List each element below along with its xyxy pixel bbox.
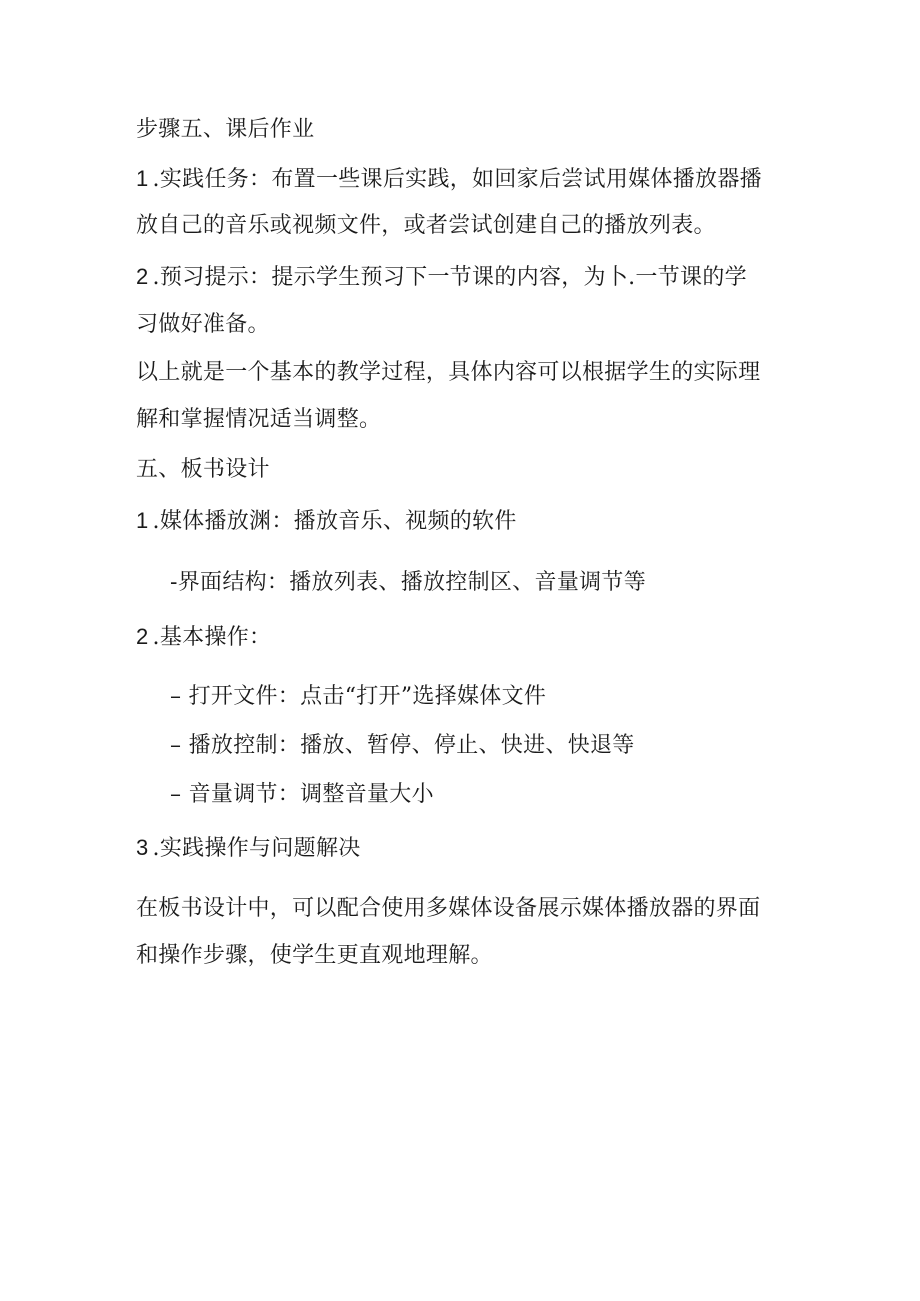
line-text: – 播放控制：播放、暂停、停止、快进、快退等 [170, 733, 635, 758]
line-text: .实践任务：布置一些课后实践，如回家后尝试用媒体播放器播 [152, 167, 762, 192]
list-item-1-line-2 [136, 211, 716, 241]
board-subitem-volume [170, 780, 434, 810]
line-text: 习做好准备。 [136, 312, 270, 337]
heading-step-five [136, 115, 314, 145]
list-item-2-line-2 [136, 310, 270, 340]
board-subitem-open-file [170, 682, 546, 712]
line-text: 放自己的音乐或视频文件，或者尝试创建自己的播放列表。 [136, 213, 716, 238]
line-text: 五、板书设计 [136, 457, 270, 482]
list-number: 2 [136, 624, 149, 649]
board-item-3 [136, 833, 361, 864]
list-number: 2 [136, 264, 149, 289]
board-subitem-interface [170, 568, 646, 598]
line-text: .媒体播放渊：播放音乐、视频的软件 [152, 509, 517, 534]
line-text: 以上就是一个基本的教学过程，具体内容可以根据学生的实际理 [136, 360, 761, 385]
line-text: – 音量调节：调整音量大小 [170, 782, 434, 807]
line-text: .实践操作与问题解决 [152, 836, 361, 861]
closing-line-2 [136, 941, 493, 971]
list-item-2-line-1 [136, 262, 747, 293]
line-text: 在板书设计中，可以配合使用多媒体设备展示媒体播放器的界面 [136, 896, 761, 921]
line-text: 解和掌握情况适当调整。 [136, 407, 382, 432]
summary-line-2 [136, 405, 381, 435]
heading-board-design [136, 455, 270, 485]
list-number: 1 [136, 508, 149, 533]
line-text: .基本操作： [152, 625, 272, 650]
line-text: 步骤五、课后作业 [136, 117, 315, 142]
closing-line-1 [136, 894, 760, 924]
board-subitem-play-control [170, 731, 635, 761]
list-number: 1 [136, 166, 149, 191]
line-text: .预习提示：提示学生预习下一节课的内容，为卜.一节课的学 [152, 265, 747, 290]
line-text: – 打开文件：点击“打开”选择媒体文件 [170, 684, 547, 709]
list-number: 3 [136, 835, 149, 860]
list-item-1-line-1 [136, 164, 762, 195]
line-text: -界面结构：播放列表、播放控制区、音量调节等 [170, 570, 647, 595]
board-item-1 [136, 506, 517, 537]
summary-line-1 [136, 358, 760, 388]
board-item-2 [136, 622, 271, 653]
line-text: 和操作步骤，使学生更直观地理解。 [136, 943, 493, 968]
